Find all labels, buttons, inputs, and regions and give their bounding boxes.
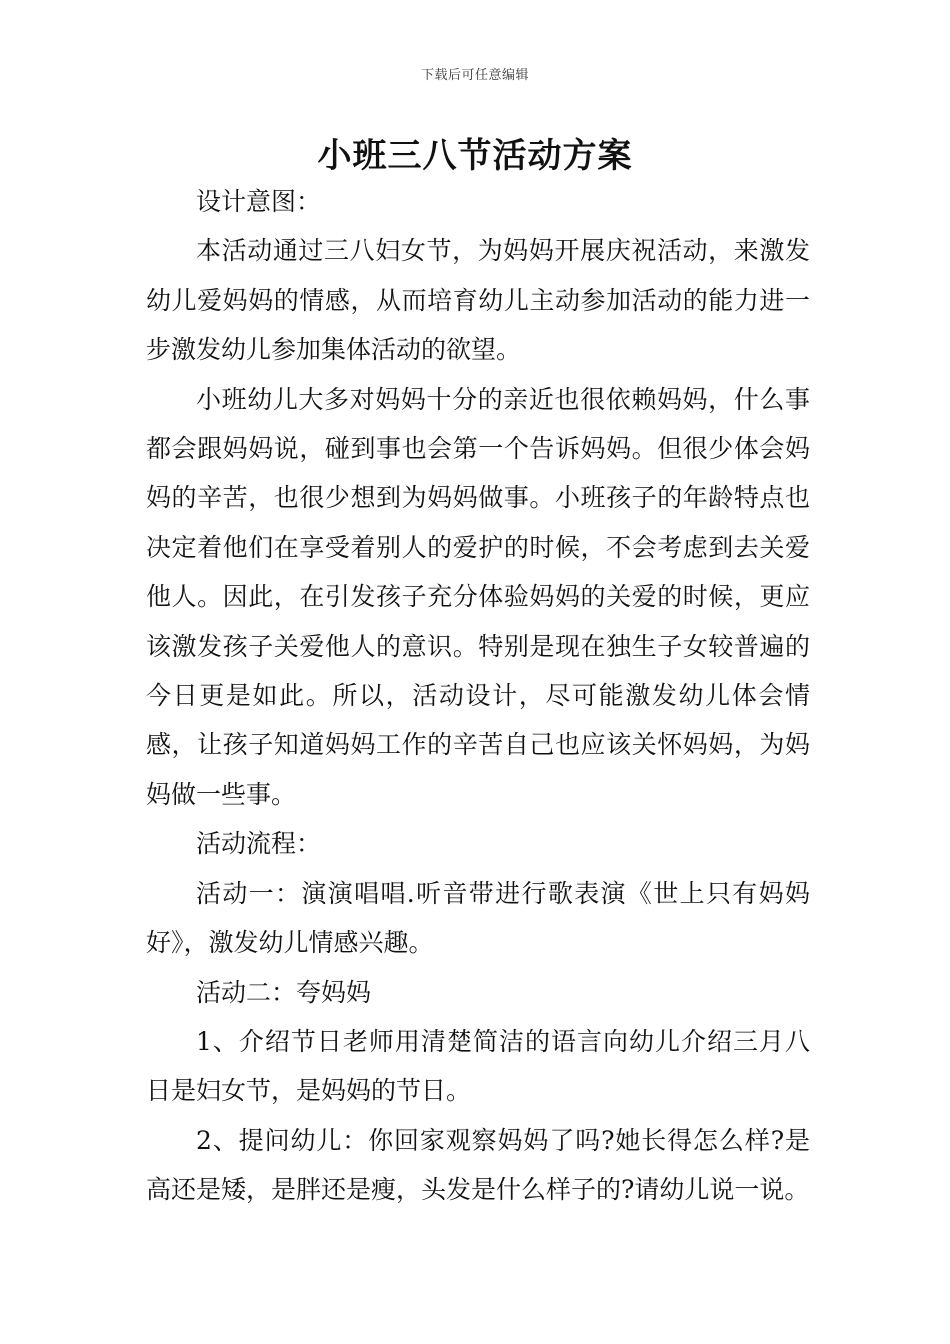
section-heading-activity-two: 活动二：夸妈妈 xyxy=(196,977,372,1007)
paragraph: 活动一：演演唱唱.听音带进行歌表演《世上只有妈妈好》，激发幼儿情感兴趣。 xyxy=(146,878,810,958)
paragraph: 本活动通过三八妇女节，为妈妈开展庆祝活动，来激发幼儿爱妈妈的情感，从而培育幼儿主动参加活动的能力进一步激发幼儿参加集体活动的欲望。 xyxy=(146,236,810,365)
list-item: 2、提问幼儿：你回家观察妈妈了吗?她长得怎么样?是高还是矮，是胖还是瘦，头发是什么样子的?请幼儿说一说。 xyxy=(146,1125,810,1205)
section-heading-activity-flow: 活动流程： xyxy=(196,829,322,859)
paragraph: 小班幼儿大多对妈妈十分的亲近也很依赖妈妈，什么事都会跟妈妈说，碰到事也会第一个告诉妈妈。但很少体会妈妈的辛苦，也很少想到为妈妈做事。小班孩子的年龄特点也决定着他们在享受着别人的爱护的时候，不会考虑到去关爱他人。因此，在引发孩子充分体验妈妈的关爱的时候，更应该激发孩子关爱他人的意识。特别是现在独生子女较普遍的今日更是如此。所以，活动设计，尽可能激发幼儿体会情感，让孩子知道妈妈工作的辛苦自己也应该关怀妈妈，为妈妈做一些事。 xyxy=(146,384,810,809)
list-item: 1、介绍节日老师用清楚简洁的语言向幼儿介绍三月八日是妇女节，是妈妈的节日。 xyxy=(146,1026,810,1106)
document-body xyxy=(146,177,810,1215)
section-heading-design-intent: 设计意图： xyxy=(196,187,322,216)
header-note: 下载后可任意编辑 xyxy=(420,68,529,83)
page-title: 小班三八节活动方案 xyxy=(317,136,633,176)
